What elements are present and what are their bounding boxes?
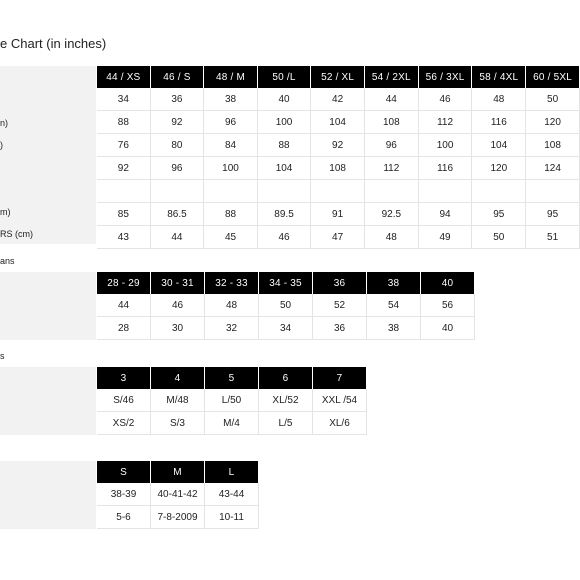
size-table-tops: [97, 66, 580, 249]
table-cell: 44: [151, 226, 205, 249]
table-cell: [258, 180, 311, 203]
table-cell: 108: [526, 134, 580, 157]
table-row: [97, 294, 475, 317]
table-cell: 108: [365, 111, 419, 134]
table-cell: 52: [313, 294, 367, 317]
table-cell: 96: [365, 134, 419, 157]
table-cell: 50: [526, 88, 580, 111]
table-cell: 36: [313, 317, 367, 340]
size-header-cell: 60 / 5XL: [526, 66, 580, 88]
table-row: [97, 317, 475, 340]
table-cell: L/5: [259, 412, 313, 435]
table-cell: 48: [365, 226, 419, 249]
table-row: [97, 226, 580, 249]
table-cell: 84: [204, 134, 258, 157]
table-cell: 56: [421, 294, 475, 317]
table-cell: 51: [526, 226, 580, 249]
table-cell: 92: [311, 134, 365, 157]
table-cell: 36: [151, 88, 205, 111]
table-cell: XS/2: [97, 412, 151, 435]
table-cell: [419, 180, 473, 203]
table-cell: 95: [472, 203, 526, 226]
table-cell: [365, 180, 419, 203]
table-cell: 92: [97, 157, 151, 180]
table-cell: S/46: [97, 389, 151, 412]
size-header-cell: 38: [367, 272, 421, 294]
table-cell: 124: [526, 157, 580, 180]
table-row: [97, 180, 580, 203]
table-cell: 38: [367, 317, 421, 340]
size-header-cell: 48 / M: [204, 66, 258, 88]
section-label-jeans: ans: [0, 256, 15, 266]
header-row: [97, 66, 580, 88]
table-cell: [151, 180, 205, 203]
size-table-jeans: [97, 272, 475, 340]
table-cell: 100: [419, 134, 473, 157]
table-row: [97, 483, 259, 506]
table-cell: 94: [419, 203, 473, 226]
table-cell: 49: [419, 226, 473, 249]
table-cell: [472, 180, 526, 203]
table-cell: 54: [367, 294, 421, 317]
table-cell: 38: [204, 88, 258, 111]
table-cell: XL/52: [259, 389, 313, 412]
header-row: [97, 367, 367, 389]
table-cell: 30: [151, 317, 205, 340]
table-cell: 44: [97, 294, 151, 317]
table-row: [97, 203, 580, 226]
row-label-band: [0, 461, 96, 529]
size-header-cell: 40: [421, 272, 475, 294]
table-cell: 38-39: [97, 483, 151, 506]
size-header-cell: 34 - 35: [259, 272, 313, 294]
table-cell: 100: [258, 111, 311, 134]
size-header-cell: 52 / XL: [311, 66, 365, 88]
table-cell: 43: [97, 226, 151, 249]
table-cell: 88: [204, 203, 258, 226]
size-header-cell: 44 / XS: [97, 66, 151, 88]
table-cell: 5-6: [97, 506, 151, 529]
table-cell: 104: [472, 134, 526, 157]
table-cell: [204, 180, 258, 203]
table-row: [97, 111, 580, 134]
table-row: [97, 134, 580, 157]
table-cell: M/4: [205, 412, 259, 435]
table-row: [97, 389, 367, 412]
size-header-cell: 32 - 33: [205, 272, 259, 294]
table-cell: XXL /54: [313, 389, 367, 412]
size-header-cell: 50 /L: [258, 66, 311, 88]
row-label: m): [0, 207, 11, 217]
table-cell: 45: [204, 226, 258, 249]
size-header-cell: 36: [313, 272, 367, 294]
table-cell: 116: [472, 111, 526, 134]
size-table-4: [97, 461, 259, 529]
table-cell: 46: [151, 294, 205, 317]
table-cell: S/3: [151, 412, 205, 435]
page-title: e Chart (in inches): [0, 36, 107, 51]
size-header-cell: 5: [205, 367, 259, 389]
table-cell: 40: [258, 88, 311, 111]
table-cell: M/48: [151, 389, 205, 412]
table-cell: 46: [419, 88, 473, 111]
table-cell: 112: [419, 111, 473, 134]
table-cell: 104: [258, 157, 311, 180]
table-cell: 104: [311, 111, 365, 134]
table-cell: 28: [97, 317, 151, 340]
table-cell: 48: [205, 294, 259, 317]
table-cell: 120: [472, 157, 526, 180]
table-cell: 44: [365, 88, 419, 111]
table-cell: 46: [258, 226, 311, 249]
size-header-cell: S: [97, 461, 151, 483]
table-cell: 42: [311, 88, 365, 111]
table-cell: 43-44: [205, 483, 259, 506]
table-cell: 34: [259, 317, 313, 340]
table-cell: 10-11: [205, 506, 259, 529]
table-cell: [311, 180, 365, 203]
table-cell: 7-8-2009: [151, 506, 205, 529]
table-cell: 85: [97, 203, 151, 226]
table-cell: 32: [205, 317, 259, 340]
table-cell: 76: [97, 134, 151, 157]
row-label: RS (cm): [0, 229, 33, 239]
table-cell: 96: [204, 111, 258, 134]
size-header-cell: 46 / S: [151, 66, 205, 88]
table-cell: 116: [419, 157, 473, 180]
size-header-cell: 6: [259, 367, 313, 389]
table-cell: 40: [421, 317, 475, 340]
table-cell: XL/6: [313, 412, 367, 435]
size-header-cell: 54 / 2XL: [365, 66, 419, 88]
table-cell: 89.5: [258, 203, 311, 226]
size-header-cell: 28 - 29: [97, 272, 151, 294]
size-table-3: [97, 367, 367, 435]
table-cell: 100: [204, 157, 258, 180]
table-cell: 80: [151, 134, 205, 157]
table-cell: [97, 180, 151, 203]
size-header-cell: 58 / 4XL: [472, 66, 526, 88]
table-cell: 96: [151, 157, 205, 180]
section-label-3: s: [0, 351, 5, 361]
table-cell: 88: [97, 111, 151, 134]
table-cell: 112: [365, 157, 419, 180]
size-header-cell: 30 - 31: [151, 272, 205, 294]
row-label-band: [0, 66, 96, 244]
table-cell: L/50: [205, 389, 259, 412]
table-row: [97, 88, 580, 111]
table-cell: 50: [259, 294, 313, 317]
header-row: [97, 461, 259, 483]
table-cell: 88: [258, 134, 311, 157]
size-header-cell: 7: [313, 367, 367, 389]
table-cell: 92.5: [365, 203, 419, 226]
table-cell: 48: [472, 88, 526, 111]
table-cell: 91: [311, 203, 365, 226]
size-header-cell: 3: [97, 367, 151, 389]
table-cell: 108: [311, 157, 365, 180]
size-header-cell: L: [205, 461, 259, 483]
row-label: ): [0, 140, 3, 150]
table-row: [97, 157, 580, 180]
row-label: n): [0, 118, 9, 128]
table-cell: 86.5: [151, 203, 205, 226]
table-cell: 47: [311, 226, 365, 249]
table-cell: 34: [97, 88, 151, 111]
table-cell: [526, 180, 580, 203]
size-header-cell: 56 / 3XL: [419, 66, 473, 88]
table-cell: 120: [526, 111, 580, 134]
header-row: [97, 272, 475, 294]
table-cell: 40-41-42: [151, 483, 205, 506]
row-label-band: [0, 272, 96, 340]
table-cell: 92: [151, 111, 205, 134]
row-label-band: [0, 367, 96, 435]
table-cell: 50: [472, 226, 526, 249]
table-row: [97, 412, 367, 435]
table-cell: 95: [526, 203, 580, 226]
table-row: [97, 506, 259, 529]
size-header-cell: 4: [151, 367, 205, 389]
size-header-cell: M: [151, 461, 205, 483]
